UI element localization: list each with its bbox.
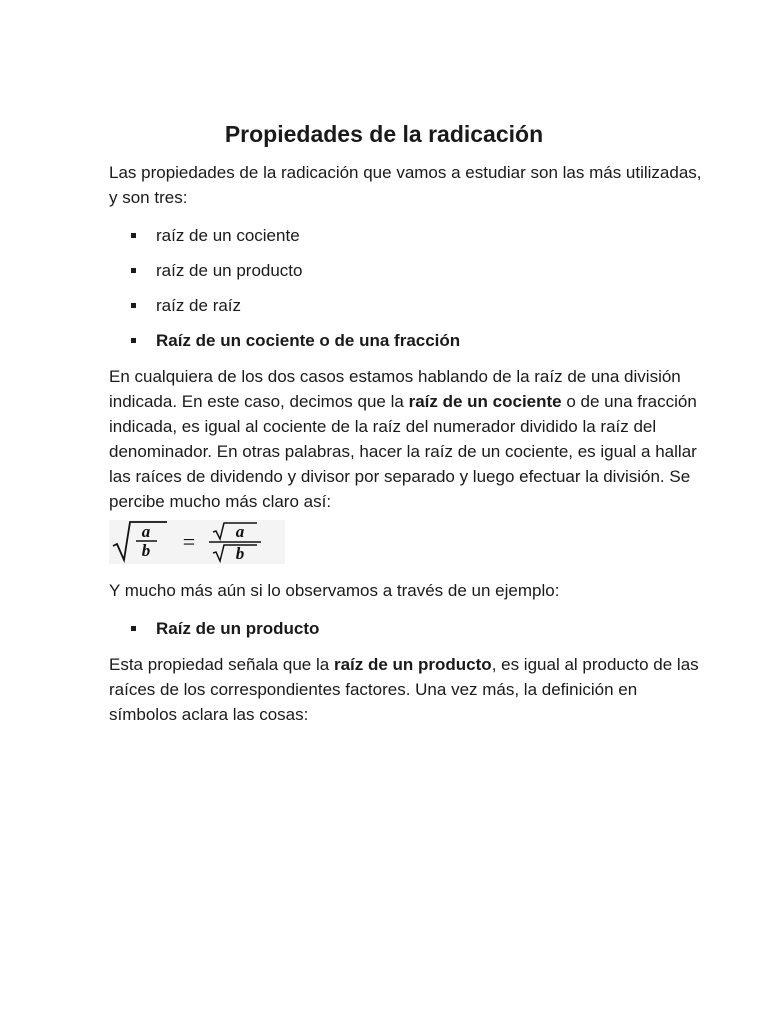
section2-list <box>109 611 709 646</box>
document-page <box>109 118 709 727</box>
formula-denominator-right: b <box>235 544 245 563</box>
properties-list <box>109 218 709 358</box>
bullet-square-icon <box>131 268 136 273</box>
list-item <box>109 288 709 323</box>
section-heading-label: Raíz de un producto <box>156 619 320 638</box>
formula-equals: = <box>182 529 196 554</box>
bullet-square-icon <box>131 338 136 343</box>
list-item <box>109 218 709 253</box>
section-heading-product <box>109 611 709 646</box>
list-item-label: raíz de un producto <box>156 261 303 280</box>
formula-numerator-right: a <box>235 522 245 541</box>
text-run: En cualquiera de los dos casos estamos hablando de la raíz de una división indicada. En este caso, decimos que la <box>109 367 681 411</box>
bold-term: raíz de un cociente <box>408 392 562 411</box>
text-run: , es igual al producto de las raíces de los correspondientes factores. Una vez más, la definición en símbolos aclara las cosas: <box>109 655 699 724</box>
section-heading-quotient <box>109 323 709 358</box>
example-paragraph: Y mucho más aún si lo observamos a través de un ejemplo: <box>109 581 560 600</box>
formula-denominator: b <box>141 541 151 560</box>
list-item <box>109 253 709 288</box>
list-item-label: raíz de raíz <box>156 296 242 315</box>
section-heading-label: Raíz de un cociente o de una fracción <box>156 331 461 350</box>
page-title: Propiedades de la radicación <box>224 121 544 147</box>
list-item-label: raíz de un cociente <box>156 226 300 245</box>
quotient-paragraph <box>109 364 709 514</box>
bullet-square-icon <box>131 303 136 308</box>
quotient-root-formula <box>109 520 285 564</box>
bullet-square-icon <box>131 233 136 238</box>
intro-paragraph: Las propiedades de la radicación que vamos a estudiar son las más utilizadas, y son tres: <box>109 163 702 207</box>
product-paragraph <box>109 652 709 727</box>
bullet-square-icon <box>131 626 136 631</box>
text-run: o de una fracción indicada, es igual al cociente de la raíz del numerador dividido la raíz del denominador. En otras palabras, hacer la raíz de un cociente, es igual a hallar las raíces de dividendo y divisor por separado y luego efectuar la división. Se percibe mucho más claro así: <box>109 392 697 511</box>
formula-numerator: a <box>141 522 151 541</box>
bold-term: raíz de un producto <box>333 655 492 674</box>
text-run: Esta propiedad señala que la <box>109 655 334 674</box>
